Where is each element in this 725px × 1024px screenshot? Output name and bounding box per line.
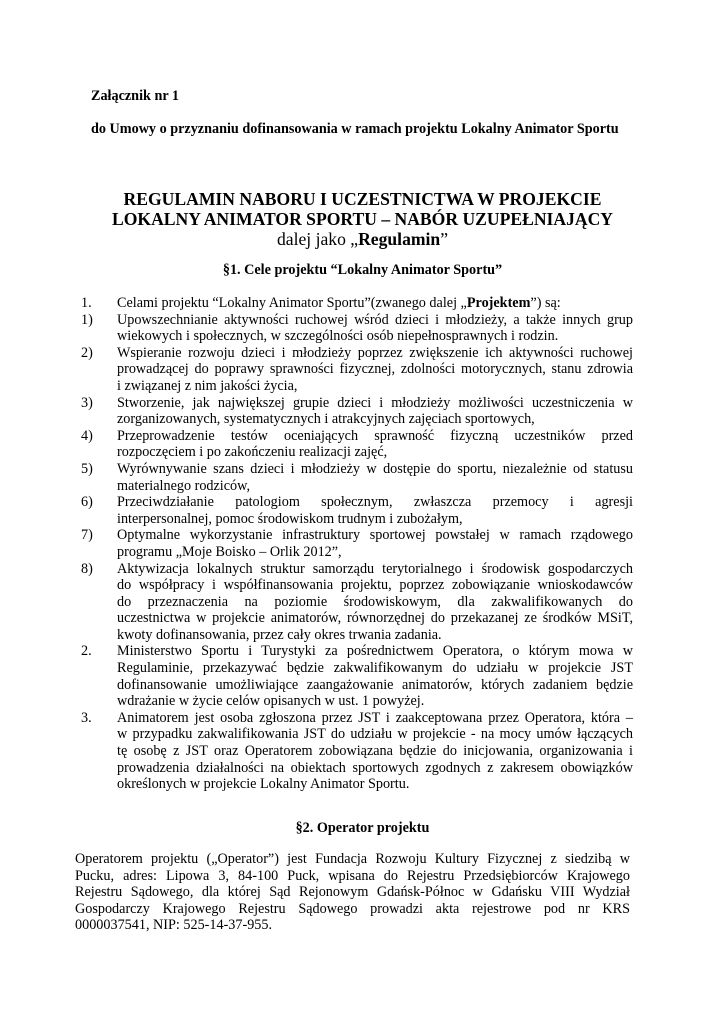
paragraph-line: Gospodarczy Krajowego Rejestru Sądowego prowadzi akta rejestrowe pod nr KRS [75,900,630,917]
list-item [81,527,633,560]
section-1-list [81,295,633,793]
list-item-text [117,494,633,527]
list-item-text [117,710,633,793]
list-item-line: Przeciwdziałanie patologiom społecznym, zwłaszcza przemocy i agresji [117,494,633,511]
title-line-1: REGULAMIN NABORU I UCZESTNICTWA W PROJEKCIE [123,189,602,209]
list-item [81,643,633,709]
list-item-number: 3. [81,709,92,726]
list-item [81,710,633,793]
list-item-line: uczestnictwa w projekcie animatorów, równorzędnej do przekazanej ze środków MSiT, [117,610,633,627]
list-item-line: w przypadku zakwalifikowania JST do udziału w projekcie - na mocy umów łączących [117,726,633,743]
list-item [81,494,633,527]
list-item-number: 6) [81,494,93,511]
section-2-heading: §2. Operator projektu [295,820,430,836]
list-item-number: 8) [81,560,93,577]
list-item-line: prowadzącej do poprawy sprawności fizycznej, zdolności motorycznych, stanu zdrowia [117,361,633,378]
list-item-line: Aktywizacja lokalnych struktur samorządu terytorialnego i środowisk gospodarczych [117,560,633,577]
list-item-line: Regulaminie, przekazywać będzie zakwalifikowanym do udziału w projekcie JST [117,660,633,677]
paragraph-line: Rejestru Sądowego, dla której Sąd Rejonowym Gdańsk-Północ w Gdańsku VIII Wydział [75,884,630,901]
annex-title: Załącznik nr 1 [91,88,180,104]
list-item-line: rozpoczęciem i po zakończeniu realizacji zajęć, [117,444,388,461]
list-item-number: 1) [81,311,93,328]
list-item [81,312,633,345]
list-item-line: wiekowych i społecznych, w szczególności osób niepełnosprawnych i rodzin. [117,328,559,345]
list-item-line: zorganizowanych, systematycznych i atrakcyjnych zajęciach sportowych, [117,411,535,428]
list-item-text [117,461,633,494]
list-item-line: dofinansowanie umożliwiające zaangażowanie animatorów, których zadaniem będzie [117,676,633,693]
paragraph-line: Pucku, adres: Lipowa 3, 84-100 Puck, wpisana do Rejestru Przedsiębiorców Krajowego [75,867,630,884]
list-item-text [117,561,633,644]
list-item-number: 3) [81,394,93,411]
list-item-line: do współpracy i współfinansowania projektu, poprzez zobowiązanie wnioskodawców [117,577,633,594]
paragraph-line: 0000037541, NIP: 525-14-37-955. [75,917,273,934]
list-item-text [117,295,633,312]
list-item-line: Przeprowadzenie testów oceniających sprawność fizyczną uczestników przed [117,427,633,444]
list-item [81,561,633,644]
list-item-number: 5) [81,460,93,477]
list-item-text [117,312,633,345]
list-item-line: wdrażanie w życie celów opisanych w ust. 1 powyżej. [117,693,425,710]
list-item-text [117,395,633,428]
list-item-line: Wyrównywanie szans dzieci i młodzieży w dostępie do sportu, niezależnie od statusu [117,460,633,477]
list-item-line: Upowszechnianie aktywności ruchowej wśród dzieci i młodzieży, a także innych grup [117,311,633,328]
list-item-segment: Projektem [466,295,531,311]
list-item-line: materialnego rodziców, [117,477,251,494]
annex-subtitle: do Umowy o przyznaniu dofinansowania w ramach projektu Lokalny Animator Sportu [91,121,619,137]
paragraph-line: Operatorem projektu („Operator”) jest Fundacja Rozwoju Kultury Fizycznej z siedzibą w [75,851,630,867]
list-item-text [117,527,633,560]
list-item-number: 7) [81,527,93,544]
list-item-line: interpersonalnej, pomoc środowiskom trudnym i zubożałym, [117,510,463,527]
list-item-line: określonych w projekcie Lokalny Animator Sportu. [117,776,410,793]
section-2-paragraph [75,851,630,934]
list-item-segment: Celami projektu “Lokalny Animator Sportu”(zwanego dalej „ [117,295,467,311]
list-item-line: Animatorem jest osoba zgłoszona przez JST i zaakceptowana przez Operatora, która – [117,709,633,726]
list-item [81,395,633,428]
list-item-line: programu „Moje Boisko – Orlik 2012”, [117,543,342,560]
list-item [81,461,633,494]
list-item-text [117,643,633,709]
list-item [81,428,633,461]
list-item-line: Optymalne wykorzystanie infrastruktury sportowej powstałej w ramach rządowego [117,527,633,544]
list-item-line: Stworzenie, jak największej grupie dzieci i młodzieży możliwości uczestniczenia w [117,394,633,411]
list-item-line [117,295,633,312]
list-item [81,295,633,312]
list-item-number: 2) [81,344,93,361]
title-line-2: LOKALNY ANIMATOR SPORTU – NABÓR UZUPEŁNIAJĄCY [111,209,613,229]
title-line-3 [60,229,665,249]
list-item [81,345,633,395]
list-item-text [117,428,633,461]
title-line-3-bold: Regulamin [358,229,441,249]
list-item-number: 4) [81,427,93,444]
list-item-text [117,345,633,395]
document-title [60,189,665,249]
list-item-line: prowadzenia działalności na obiektach sportowych zgodnych z zakresem obowiązków [117,759,633,776]
title-line-3-suffix: ” [440,229,449,249]
list-item-segment: ”) są: [530,295,561,311]
list-item-line: Ministerstwo Sportu i Turystyki za pośrednictwem Operatora, o którym mowa w [117,643,633,660]
list-item-line: i związanej z nim jakości życia, [117,377,298,394]
section-1-heading: §1. Cele projektu “Lokalny Animator Sportu” [222,262,503,278]
list-item-number: 2. [81,643,92,660]
list-item-line: do przeznaczenia na poziomie środowiskowym, dla zakwalifikowanych do [117,593,633,610]
list-item-number: 1. [81,295,92,311]
list-item-line: tę osobę z JST oraz Operatorem zobowiązana będzie do inicjowania, organizowania i [117,743,633,760]
list-item-line: kwoty dofinansowania, przez cały okres trwania zadania. [117,626,442,643]
title-line-3-prefix: dalej jako „ [276,229,359,249]
list-item-line: Wspieranie rozwoju dzieci i młodzieży poprzez zwiększenie ich aktywności ruchowej [117,344,633,361]
